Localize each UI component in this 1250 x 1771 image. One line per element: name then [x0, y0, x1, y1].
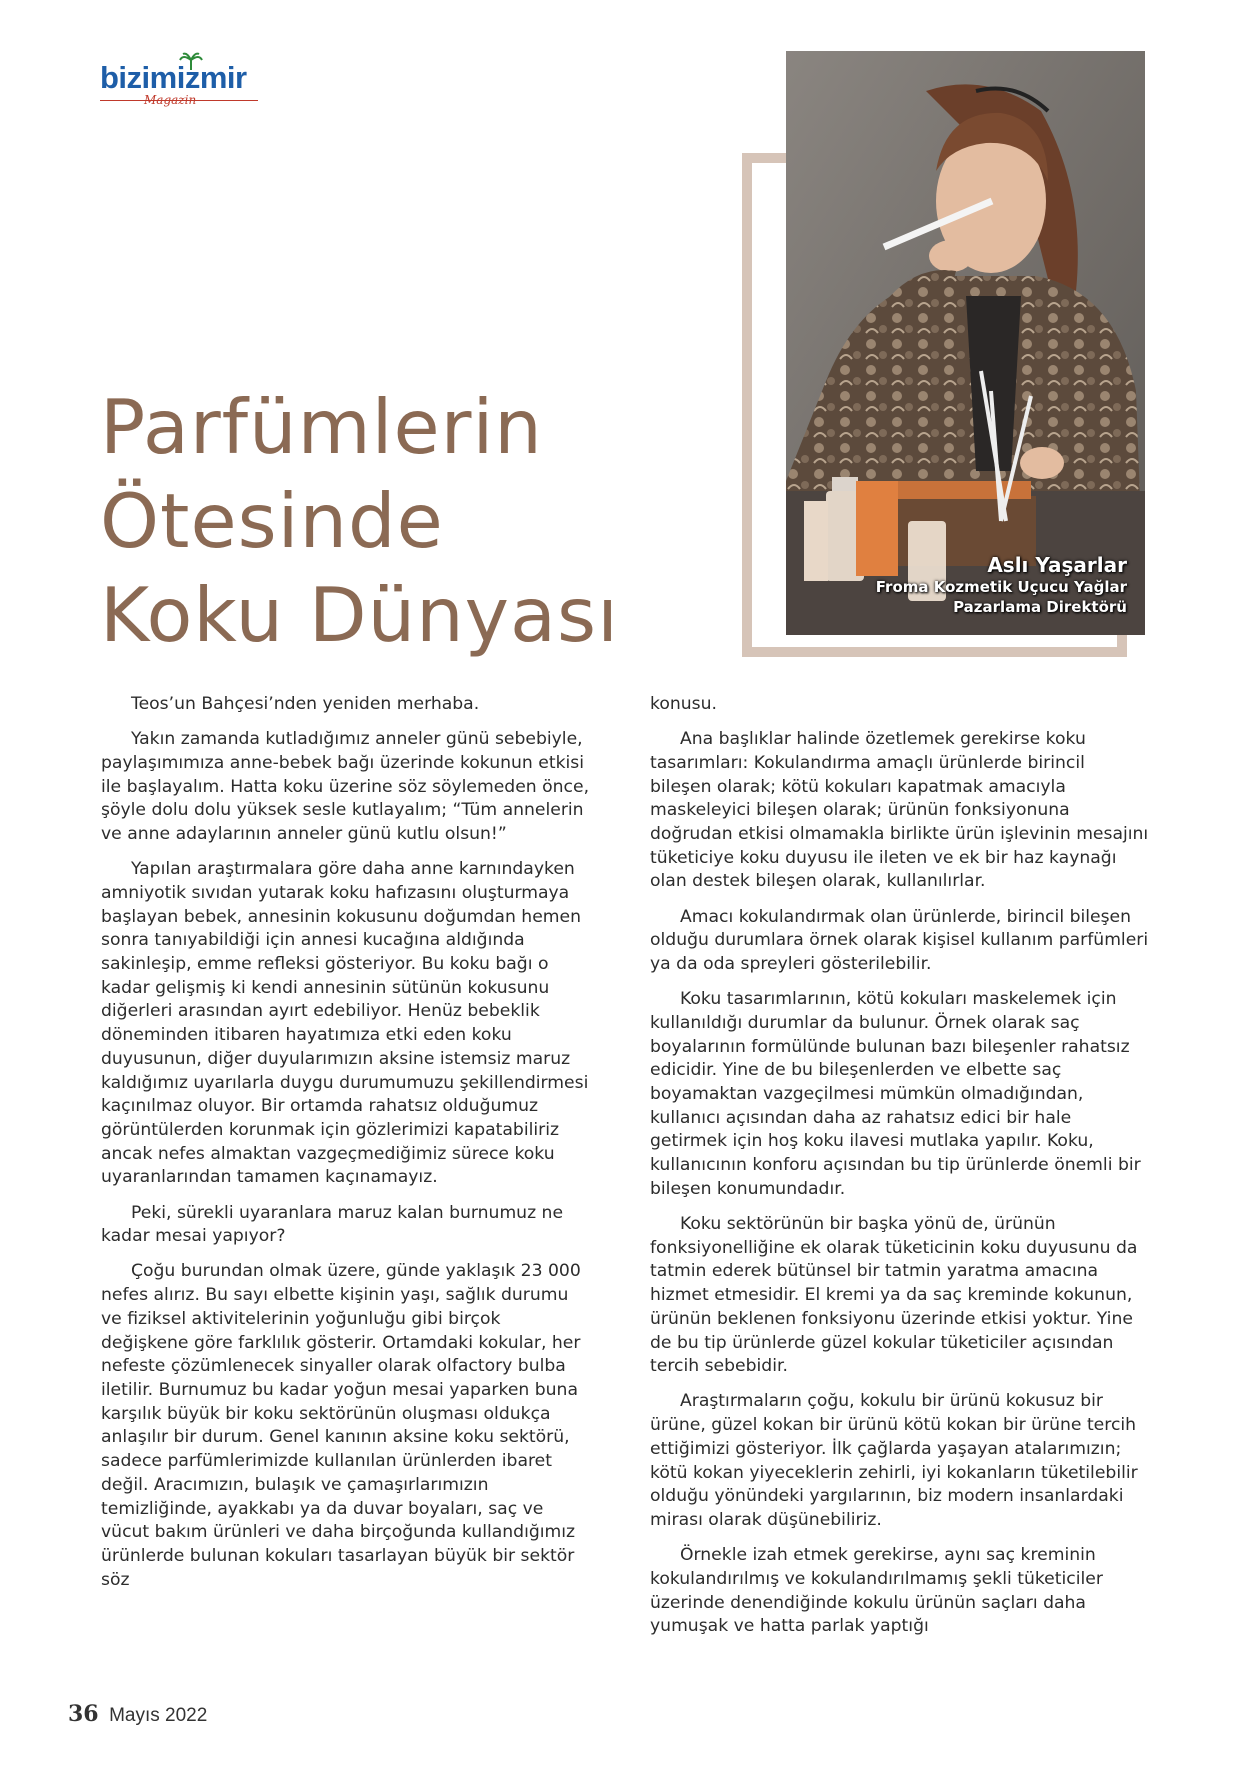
article-column-right	[650, 693, 1150, 1651]
article-title	[100, 380, 660, 662]
caption-name: Aslı Yaşarlar	[987, 553, 1127, 577]
portrait-illustration	[786, 51, 1145, 635]
article-paragraph-continuation: konusu.	[650, 694, 717, 714]
logo-brand: bizimizmir	[100, 60, 247, 95]
article-paragraph: Ana başlıklar halinde özetlemek gerekirse koku tasarımları: Kokulandırma amaçlı ürünlerde birincil bileşen olarak; kötü kokuları kapatmak amacıyla maskeleyici bileşen olarak; ürünün fonksiyonuna doğrudan etkisi olmamakla birlikte ürün işlevinin mesajını tüketiciye koku duyusu ile ileten ve ek bir haz kaynağı olan destek bileşen olarak, kullanılırlar.	[650, 729, 1149, 892]
magazine-logo	[100, 60, 260, 110]
page-footer	[68, 1701, 207, 1727]
article-paragraph: Örnekle izah etmek gerekirse, aynı saç kreminin kokulandırılmış ve kokulandırılmamış şekli tüketiciler üzerinde denendiğinde kokulu ürünün saçları daha yumuşak ve hatta parlak yaptığı	[650, 1545, 1103, 1637]
article-paragraph: Yakın zamanda kutladığımız anneler günü sebebiyle, paylaşımımıza anne-bebek bağı üzerinde kokunun etkisi ile başlayalım. Hatta koku üzerine söz söylemeden önce, şöyle dolu dolu yüksek sesle kutlayalım; “Tüm annelerin ve anne adaylarının anneler günü kutlu olsun!”	[101, 729, 590, 845]
palm-tree-icon	[179, 52, 203, 72]
article-paragraph: Koku tasarımlarının, kötü kokuları maskelemek için kullanıldığı durumlar da bulunur. Örnek olarak saç boyalarının formülünde bulunan bazı bileşenler rahatsız edicidir. Yine de bu bileşenlerden ve elbette saç boyamaktan vazgeçilmesi mümkün olmadığından, kullanıcı açısından daha az rahatsız edici bir hale getirmek için hoş koku ilavesi mutlaka yapılır. Koku, kullanıcının konforu açısından bu tip ürünlerde önemli bir bileşen konumundadır.	[650, 989, 1141, 1199]
title-line: Parfümlerin	[100, 383, 543, 471]
caption-position: Pazarlama Direktörü	[953, 598, 1127, 616]
article-paragraph: Araştırmaların çoğu, kokulu bir ürünü kokusuz bir ürüne, güzel kokan bir ürünü kötü kokan bir ürüne tercih ettiğimizi gösteriyor. İlk çağlarda yaşayan atalarımızın; kötü kokan yiyeceklerin zehirli, iyi kokanların tüketilebilir olduğu yönündeki yargılarının, biz modern insanlardaki mirası olarak düşünebiliriz.	[650, 1391, 1138, 1530]
article-column-left	[101, 693, 591, 1604]
title-line: Ötesinde	[100, 477, 444, 565]
logo-sub: Magazin	[144, 93, 197, 107]
portrait-photo	[786, 51, 1145, 635]
caption-company: Froma Kozmetik Uçucu Yağlar	[875, 578, 1127, 596]
article-paragraph: Çoğu burundan olmak üzere, günde yaklaşık 23 000 nefes alırız. Bu sayı elbette kişinin yaşı, sağlık durumu ve fiziksel aktivitelerinin yoğunluğu gibi birçok değişkene göre farklılık gösterir. Ortamdaki kokular, her nefeste çözümlenecek sinyaller olarak olfactory bulba iletilir. Burnumuz bu kadar yoğun mesai yaparken buna karşılık büyük bir koku sektörünün oluşması oldukça anlaşılır bir durum. Genel kanının aksine koku sektörü, sadece parfümlerimizde kullanılan ürünlerden ibaret değil. Aracımızın, bulaşık ve çamaşırlarımızın temizliğinde, ayakkabı ya da duvar boyaları, saç ve vücut bakım ürünleri ve daha birçoğunda kullandığımız ürünlerde bulunan kokuları tasarlayan büyük bir sektör söz	[101, 1261, 581, 1590]
article-paragraph: Amacı kokulandırmak olan ürünlerde, birincil bileşen olduğu durumlara örnek olarak kişisel kullanım parfümleri ya da oda spreyleri gösterilebilir.	[650, 906, 1149, 975]
photo-caption	[876, 553, 1127, 617]
page-number: 36	[68, 1701, 99, 1727]
issue-date: Mayıs 2022	[109, 1705, 208, 1726]
article-paragraph: Koku sektörünün bir başka yönü de, ürünün fonksiyonelliğine ek olarak tüketicinin koku duyusunu da tatmin ederek bütünsel bir tatmin yaratma amacına hizmet etmesidir. El kremi ya da saç kreminde kokunun, ürünün beklenen fonksiyonu üzerinde etkisi yoktur. Yine de bu tip ürünlerde güzel kokular tüketiciler açısından tercih sebebidir.	[650, 1214, 1138, 1377]
title-line: Koku Dünyası	[100, 571, 619, 659]
article-paragraph: Peki, sürekli uyaranlara maruz kalan burnumuz ne kadar mesai yapıyor?	[101, 1202, 564, 1247]
article-paragraph: Yapılan araştırmalara göre daha anne karnındayken amniyotik sıvıdan yutarak koku hafızasını oluşturmaya başlayan bebek, annesinin kokusunu doğumdan hemen sonra tanıyabildiği için annesi kucağına aldığında sakinleşip, emme refleksi gösteriyor. Bu koku bağı o kadar gelişmiş ki kendi annesinin sütünün kokusunu diğerleri arasından ayırt edebiliyor. Henüz bebeklik döneminden itibaren hayatımıza etki eden koku duyusunun, diğer duyularımızın aksine istemsiz maruz kaldığımız uyarılarla duygu durumumuzu şekillendirmesi kaçınılmaz oluyor. Bir ortamda rahatsız olduğumuz görüntülerden korunmak için gözlerimizi kapatabiliriz ancak nefes almaktan vazgeçmediğimiz sürece koku uyaranlarından tamamen kaçınamayız.	[101, 859, 589, 1188]
article-paragraph: Teos’un Bahçesi’nden yeniden merhaba.	[131, 694, 480, 714]
